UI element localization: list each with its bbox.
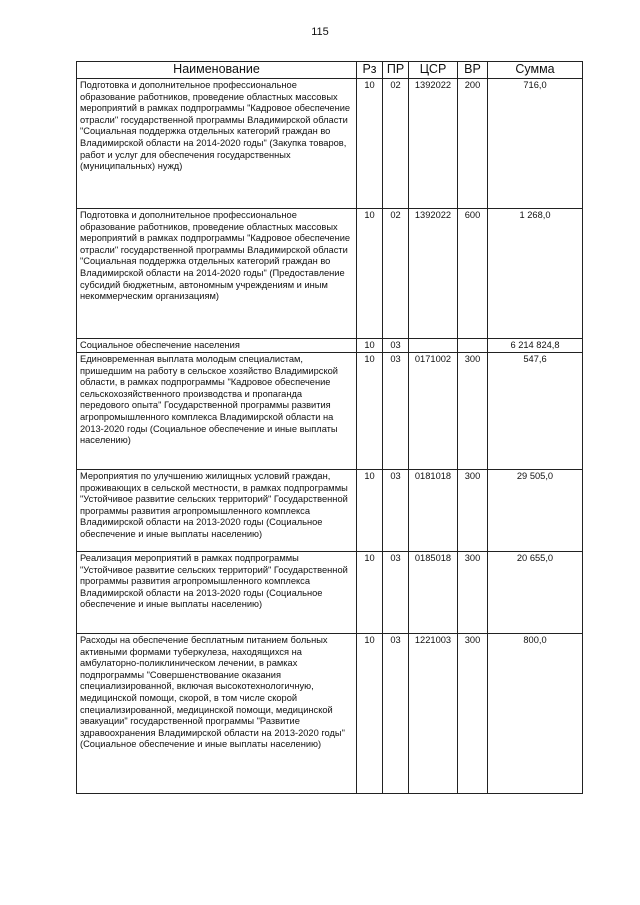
row-name: Реализация мероприятий в рамках подпрограммы "Устойчивое развитие сельских территорий" Государственной программы развития агропромышленного комплекса Владимирской области на 2013-2020 годы (Социальное обеспечение и иные выплаты населению) xyxy=(77,552,357,634)
row-pr: 03 xyxy=(383,470,409,552)
row-sum: 547,6 xyxy=(488,353,583,470)
row-sum: 800,0 xyxy=(488,634,583,794)
row-rz: 10 xyxy=(357,79,383,209)
row-rz: 10 xyxy=(357,470,383,552)
row-rz: 10 xyxy=(357,209,383,339)
row-csr xyxy=(409,339,458,353)
row-pr: 02 xyxy=(383,209,409,339)
column-header-sum: Сумма xyxy=(488,62,583,79)
row-sum: 6 214 824,8 xyxy=(488,339,583,353)
row-csr: 0181018 xyxy=(409,470,458,552)
column-header-vr: ВР xyxy=(458,62,488,79)
row-name: Подготовка и дополнительное профессиональное образование работников, проведение областных массовых мероприятий в рамках подпрограммы "Кадровое обеспечение отрасли" государственной программы Владимирской области "Социальная поддержка отдельных категорий граждан во Владимирской области на 2014-2020 годы" (Закупка товаров, работ и услуг для обеспечения государственных (муниципальных) нужд) xyxy=(77,79,357,209)
column-header-rz: Рз xyxy=(357,62,383,79)
row-pr: 03 xyxy=(383,634,409,794)
row-csr: 1392022 xyxy=(409,79,458,209)
table-row xyxy=(77,470,583,552)
row-rz: 10 xyxy=(357,353,383,470)
row-csr: 1392022 xyxy=(409,209,458,339)
row-csr: 0185018 xyxy=(409,552,458,634)
page-number: 115 xyxy=(311,26,329,38)
row-rz: 10 xyxy=(357,339,383,353)
table-row xyxy=(77,209,583,339)
row-vr xyxy=(458,339,488,353)
row-vr: 200 xyxy=(458,79,488,209)
row-vr: 300 xyxy=(458,470,488,552)
row-pr: 03 xyxy=(383,339,409,353)
table-row xyxy=(77,339,583,353)
row-pr: 03 xyxy=(383,353,409,470)
row-name: Единовременная выплата молодым специалистам, пришедшим на работу в сельское хозяйство Владимирской области, в рамках подпрограммы "Кадровое обеспечение сельскохозяйственного производства и пропаганда передового опыта" Государственной программы развития агропромышленного комплекса Владимирской области на 2013-2020 годы (Социальное обеспечение и иные выплаты населению) xyxy=(77,353,357,470)
row-pr: 03 xyxy=(383,552,409,634)
column-header-pr: ПР xyxy=(383,62,409,79)
row-sum: 29 505,0 xyxy=(488,470,583,552)
row-sum: 716,0 xyxy=(488,79,583,209)
row-vr: 300 xyxy=(458,634,488,794)
row-vr: 600 xyxy=(458,209,488,339)
row-rz: 10 xyxy=(357,634,383,794)
budget-table xyxy=(76,61,583,794)
row-csr: 0171002 xyxy=(409,353,458,470)
row-pr: 02 xyxy=(383,79,409,209)
row-sum: 20 655,0 xyxy=(488,552,583,634)
row-vr: 300 xyxy=(458,353,488,470)
table-row xyxy=(77,353,583,470)
row-rz: 10 xyxy=(357,552,383,634)
row-sum: 1 268,0 xyxy=(488,209,583,339)
column-header-csr: ЦСР xyxy=(409,62,458,79)
row-name: Расходы на обеспечение бесплатным питанием больных активными формами туберкулеза, находящихся на амбулаторно-поликлиническом лечении, в рамках подпрограммы "Совершенствование оказания специализированной, включая высокотехнологичную, медицинской помощи, скорой, в том числе скорой специализированной, медицинской помощи, медицинской эвакуации" государственной программы "Развитие здравоохранения Владимирской области на 2013-2020 годы" (Социальное обеспечение и иные выплаты населению) xyxy=(77,634,357,794)
table-header-row xyxy=(77,62,583,79)
row-csr: 1221003 xyxy=(409,634,458,794)
row-vr: 300 xyxy=(458,552,488,634)
row-name: Мероприятия по улучшению жилищных условий граждан, проживающих в сельской местности, в рамках подпрограммы "Устойчивое развитие сельских территорий" Государственной программы развития агропромышленного комплекса Владимирской области на 2013-2020 годы (Социальное обеспечение и иные выплаты населению) xyxy=(77,470,357,552)
table-row xyxy=(77,552,583,634)
table-row xyxy=(77,634,583,794)
row-name: Подготовка и дополнительное профессиональное образование работников, проведение областных массовых мероприятий в рамках подпрограммы "Кадровое обеспечение отрасли" государственной программы Владимирской области "Социальная поддержка отдельных категорий граждан во Владимирской области на 2014-2020 годы" (Предоставление субсидий бюджетным, автономным учреждениям и иным некоммерческим организациям) xyxy=(77,209,357,339)
column-header-name: Наименование xyxy=(77,62,357,79)
row-name: Социальное обеспечение населения xyxy=(77,339,357,353)
table-row xyxy=(77,79,583,209)
